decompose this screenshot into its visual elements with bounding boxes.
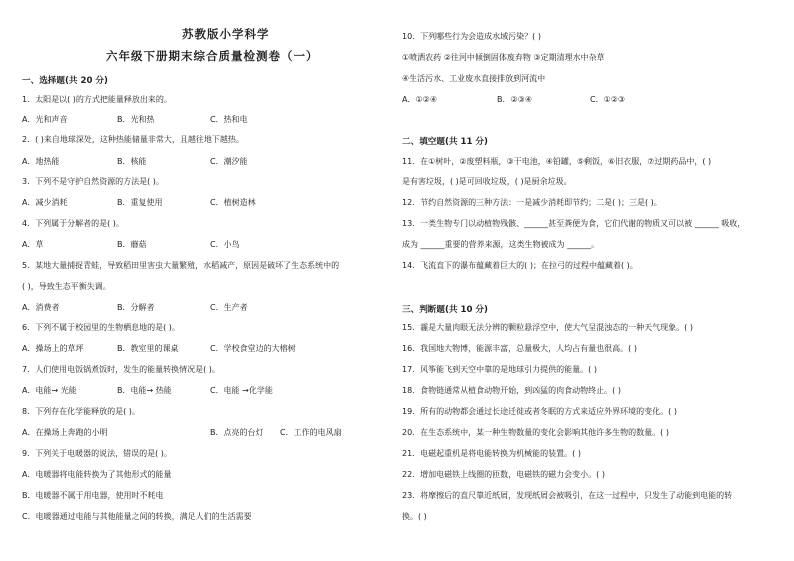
option-b: B．光和热 xyxy=(117,115,155,124)
option-c: C．①②③ xyxy=(590,95,626,104)
question-11: 11．在①树叶，②废塑料瓶，③干电池，④铅罐，⑤剩饭，⑥旧衣服，⑦过期药品中，( ) xyxy=(402,157,712,166)
question-16: 16．我国地大物博，能源丰富，总量极大，人均占有量也很高。( ) xyxy=(402,344,637,353)
option-a: A．草 xyxy=(22,240,44,249)
question-4: 4．下列属于分解者的是( )。 xyxy=(22,219,124,228)
question-9: 9．下列关于电暖器的说法，错误的是( )。 xyxy=(22,449,172,458)
section-heading-judge: 三、判断题(共 10 分) xyxy=(402,305,488,315)
option-b: B．②③④ xyxy=(497,95,533,104)
question-11-cont: 是有害垃圾，( )是可回收垃圾，( )是厨余垃圾。 xyxy=(402,177,572,186)
question-9-option-c: C．电暖器通过电能与其他能量之间的转换，满足人们的生活需要 xyxy=(22,512,252,521)
question-23: 23．将摩擦后的直尺靠近纸屑，发现纸屑会被吸引，在这一过程中，只发生了动能到电能的转 xyxy=(402,491,733,500)
option-a: A．地热能 xyxy=(22,157,60,166)
option-a: A．操场上的草坪 xyxy=(22,344,84,353)
option-c: C．植树造林 xyxy=(210,198,256,207)
option-c: C．学校食堂边的大榕树 xyxy=(210,344,296,353)
option-c: C．生产者 xyxy=(210,303,248,312)
option-a: A．减少消耗 xyxy=(22,198,68,207)
option-c: C．工作的电风扇 xyxy=(280,428,342,437)
question-22: 22．增加电磁铁上线圈的匝数，电磁铁的磁力会变小。( ) xyxy=(402,470,605,479)
option-b: B．教室里的课桌 xyxy=(117,344,179,353)
option-c: C．小鸟 xyxy=(210,240,240,249)
option-b: B．重复使用 xyxy=(117,198,163,207)
question-7: 7．人们使用电饭锅煮饭时，发生的能量转换情况是( )。 xyxy=(22,365,220,374)
question-10-items-line2: ④生活污水、工业废水直接排放到河流中 xyxy=(402,74,546,83)
question-9-option-b: B．电暖器不属于用电器，使用时不耗电 xyxy=(22,491,164,500)
option-c: C．热和电 xyxy=(210,115,248,124)
option-c: C．电能 →化学能 xyxy=(210,386,273,395)
question-10-items-line1: ①喷洒农药 ②往河中倾倒固体废弃物 ③定期清理水中杂草 xyxy=(402,53,605,62)
option-c: C．潮汐能 xyxy=(210,157,248,166)
option-a: A．在操场上奔跑的小明 xyxy=(22,428,108,437)
option-a: A．消费者 xyxy=(22,303,60,312)
section-heading-fill: 二、填空题(共 11 分) xyxy=(402,137,488,147)
option-a: A．电能→ 光能 xyxy=(22,386,77,395)
question-23-cont: 换。( ) xyxy=(402,512,427,521)
question-1: 1．太阳是以( )的方式把能量释放出来的。 xyxy=(22,95,172,104)
question-12: 12．节约自然资源的三种方法：一是减少消耗即节约；二是( )；三是( )。 xyxy=(402,198,662,207)
question-10: 10．下列哪些行为会造成水域污染？( ) xyxy=(402,32,541,41)
option-b: B．电能→ 热能 xyxy=(117,386,172,395)
question-6: 6．下列不属于校园里的生物栖息地的是( )。 xyxy=(22,323,180,332)
section-heading-choice: 一、选择题(共 20 分) xyxy=(22,76,108,86)
question-9-option-a: A．电暖器将电能转换为了其他形式的能量 xyxy=(22,470,172,479)
question-18: 18．食物链通常从植食动物开始，到凶猛的肉食动物终止。( ) xyxy=(402,386,621,395)
option-b: B．点亮的台灯 xyxy=(210,428,264,437)
question-13: 13．一类生物专门以动植物残骸、______甚至粪便为食，它们代谢的物质又可以被 ______ 吸收， xyxy=(402,219,746,228)
option-b: B．分解者 xyxy=(117,303,155,312)
question-2: 2．( )来自地球深处，这种热能储量非常大，且越往地下越热。 xyxy=(22,135,244,144)
question-14: 14．飞流直下的瀑布蕴藏着巨大的( )；在拉弓的过程中蕴藏着( )。 xyxy=(402,261,638,270)
option-a: A．光和声音 xyxy=(22,115,68,124)
option-b: B．核能 xyxy=(117,157,147,166)
doc-title-exam: 六年级下册期末综合质量检测卷（一） xyxy=(106,49,319,63)
question-3: 3．下列不是守护自然资源的方法是( )。 xyxy=(22,177,164,186)
question-19: 19．所有的动物都会通过长途迁徙或者冬眠的方式来适应外界环境的变化。( ) xyxy=(402,407,677,416)
question-17: 17．风筝能飞到天空中靠的是地球引力提供的能量。( ) xyxy=(402,365,597,374)
option-b: B．蘑菇 xyxy=(117,240,147,249)
question-15: 15．霾是大量肉眼无法分辨的颗粒悬浮空中，使大气呈混浊态的一种天气现象。( ) xyxy=(402,323,693,332)
doc-title-publisher: 苏教版小学科学 xyxy=(182,27,270,41)
question-8: 8．下列存在化学能释放的是( )。 xyxy=(22,407,140,416)
question-5-cont: ( )，导致生态平衡失调。 xyxy=(22,282,111,291)
question-13-cont: 成为 ______重要的营养来源，这类生物被成为 ______。 xyxy=(402,240,600,249)
question-20: 20．在生态系统中，某一种生物数量的变化会影响其他许多生物的数量。( ) xyxy=(402,428,669,437)
option-a: A．①②④ xyxy=(402,95,437,104)
question-21: 21．电磁起重机是将电能转换为机械能的装置。( ) xyxy=(402,449,581,458)
question-5: 5．某地大量捕捉青蛙，导致稻田里害虫大量繁殖，水稻减产，原因是破坏了生态系统中的 xyxy=(22,261,340,270)
